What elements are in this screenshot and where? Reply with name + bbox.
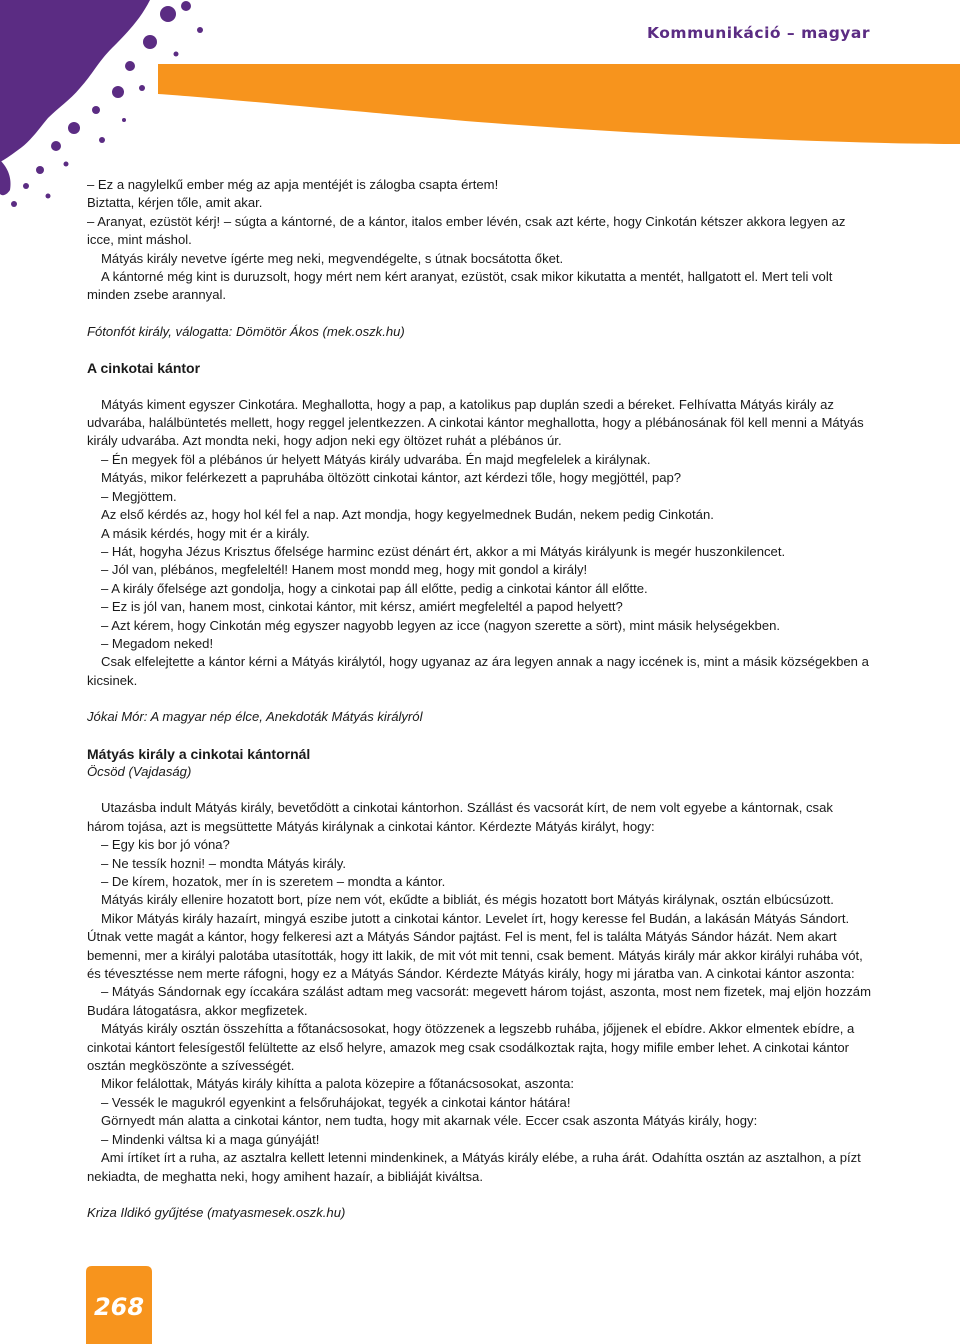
paragraph: Mátyás kiment egyszer Cinkotára. Meghallotta, hogy a pap, a katolikus pap duplán szedi a béreket. Felhívatta Mátyás király az udvarába, halálbüntetés mellett, hogy reggel jelentkezzen. A cinkotai kántor meghallotta, hogy a plébánosának föl kell menni a Mátyás király udvarába. Azt mondta neki, hogy adjon neki egy öltözet ruhát a plébános úr. — [87, 396, 864, 449]
story-three-title: Mátyás király a cinkotai kántornál — [87, 745, 311, 762]
page-content — [87, 176, 871, 1222]
paragraph: A kántorné még kint is duruzsolt, hogy mért nem kért aranyat, ezüstöt, csak mikor kikutatta a mentét, hallgatott el. Mert teli volt minden zsebe arannyal. — [87, 269, 833, 303]
story-three — [87, 745, 871, 1223]
story-one — [87, 176, 871, 341]
paragraph: – A király őfelsége azt gondolja, hogy a cinkotai pap áll előtte, pedig a cinkotai kántor áll előtte. — [101, 580, 648, 596]
page-number-badge — [86, 1266, 152, 1344]
header-title: Kommunikáció – magyar — [647, 24, 870, 42]
paragraph: – Egy kis bor jó vóna? — [101, 837, 230, 853]
paragraph: Mátyás király ellenire hozatott bort, píze nem vót, ekűdte a bibliát, és mégis hozatott bort Mátyás királynak, osztán elbúcsúzott. — [101, 892, 834, 908]
story-two — [87, 359, 871, 726]
header-orange-band — [158, 64, 960, 144]
paragraph: Csak elfelejtette a kántor kérni a Mátyás királytól, hogy ugyanaz az ára legyen annak a nagy iccének is, mint a másik községekben a kicsinek. — [87, 654, 869, 688]
paragraph: Görnyedt mán alatta a cinkotai kántor, nem tudta, hogy mit akarnak véle. Eccer csak aszonta Mátyás király, hogy: — [101, 1113, 758, 1129]
paragraph: – Én megyek föl a plébános úr helyett Mátyás király udvarába. Én majd megfelelek a királynak. — [101, 451, 651, 467]
story-three-source: Kriza Ildikó gyűjtése (matyasmesek.oszk.hu) — [87, 1204, 346, 1220]
paragraph: – Jól van, plébános, megfeleltél! Hanem most mondd meg, hogy mit gondol a király! — [101, 562, 588, 578]
page-number: 268 — [93, 1293, 145, 1321]
story-three-subtitle: Öcsöd (Vajdaság) — [87, 763, 192, 779]
paragraph: – Hát, hogyha Jézus Krisztus őfelsége harminc ezüst dénárt ért, akkor a mi Mátyás királyunk is megér huszonkilencet. — [101, 543, 786, 559]
story-two-title: A cinkotai kántor — [87, 360, 201, 377]
paragraph: – Vessék le magukról egyenkint a felsőruhájokat, tegyék a cinkotai kántor hátára! — [101, 1094, 571, 1110]
paragraph: – Megadom neked! — [101, 635, 214, 651]
story-two-source: Jókai Mór: A magyar nép élce, Anekdoták Mátyás királyról — [87, 709, 423, 725]
paragraph: – Aranyat, ezüstöt kérj! – súgta a kántorné, de a kántor, italos ember lévén, csak azt kérte, hogy Cinkotán kétszer akkora legyen az icce, mint máshol. — [87, 213, 846, 248]
paragraph: Mátyás király osztán összehítta a főtanácsosokat, hogy ötözzenek a legszebb ruhába, jőjjenek el ebídre. Akkor elmentek ebídre, a cinkotai kántort felesígestől felültette az első helyre, amazok meg csak csodálkoztak rajta, hogy mifile ember lehet. A cinkotai kántor osztán megköszönte a szívességét. — [87, 1021, 855, 1074]
paragraph: Ami írtíket írt a ruha, az asztalra kellett letenni mindenkinek, a Mátyás király elébe, a ruha árát. Odahítta osztán az asztalhon, a pízt nekiadta, de meghatta neki, hogy amihent hazaír, a bibliáját kiváltsa. — [87, 1150, 861, 1184]
paragraph: – Mátyás Sándornak egy íccakára szálást adtam meg vacsorát: megevett három tojást, aszonta, most nem fizetek, maj eljön hozzám Budára látogatásra, akkor megfizetek. — [87, 984, 871, 1018]
paragraph: A másik kérdés, hogy mit ér a király. — [101, 525, 310, 541]
paragraph: Mátyás király nevetve ígérte meg neki, megvendégelte, s útnak bocsátotta őket. — [101, 250, 564, 266]
paragraph: Az első kérdés az, hogy hol kél fel a nap. Azt mondja, hogy kegyelmednek Budán, nekem pedig Cinkotán. — [101, 507, 714, 523]
paragraph: Mátyás, mikor felérkezett a papruhába öltözött cinkotai kántor, azt kérdezi tőle, hogy megjöttél, pap? — [101, 470, 682, 486]
paragraph: – Azt kérem, hogy Cinkotán még egyszer nagyobb legyen az icce (nagyon szerette a sört), mint másik helységekben. — [101, 617, 781, 633]
story-one-source: Fótonfót király, válogatta: Dömötör Ákos (mek.oszk.hu) — [87, 323, 405, 339]
paragraph: – Mindenki váltsa ki a maga gúnyáját! — [101, 1131, 320, 1147]
paragraph: – Megjöttem. — [101, 488, 177, 504]
paragraph: – Ez is jól van, hanem most, cinkotai kántor, mit kérsz, amiért megfeleltél a papod helyett? — [101, 599, 623, 615]
paragraph: – Ne tessík hozni! – mondta Mátyás király. — [101, 855, 347, 871]
paragraph: – Ez a nagylelkű ember még az apja mentéjét is zálogba csapta értem! — [87, 177, 499, 192]
paragraph: Mikor Mátyás király hazaírt, mingyá eszibe jutott a cinkotai kántor. Levelet írt, hogy keresse fel Budán, a lakásán Mátyás Sándort. Útnak vette magát a kántor, hogy felkeresi azt a Mátyás Sándor pajtást. Fel is ment, fel is találta Mátyás Sándor házát. Nem akart bemenni, mer a királyi palotába utasították, hogy itt lakik, de mit vót mit tenni, csak bement. Mátyás király már akkor királyi ruhába vót, és tévesztésse nem merte ráfogni, hogy ez a Mátyás Sándor. Kérdezte Mátyás király, hogy mi járatba van. A cinkotai kántor aszonta: — [87, 910, 863, 982]
paragraph: – De kírem, hozatok, mer ín is szeretem – mondta a kántor. — [101, 874, 446, 889]
paragraph: Utazásba indult Mátyás király, bevetődött a cinkotai kántorhon. Szállást és vacsorát kírt, de nem volt egyebe a kántornak, csak három tojása, azt is megsüttette Mátyás királynak a cinkotai kántor. Kérdezte Mátyás királyt, hogy: — [87, 800, 833, 834]
paragraph: Mikor felálottak, Mátyás király kihítta a palota közepire a főtanácsosokat, aszonta: — [101, 1076, 575, 1092]
paragraph: Biztatta, kérjen tőle, amit akar. — [87, 195, 263, 211]
